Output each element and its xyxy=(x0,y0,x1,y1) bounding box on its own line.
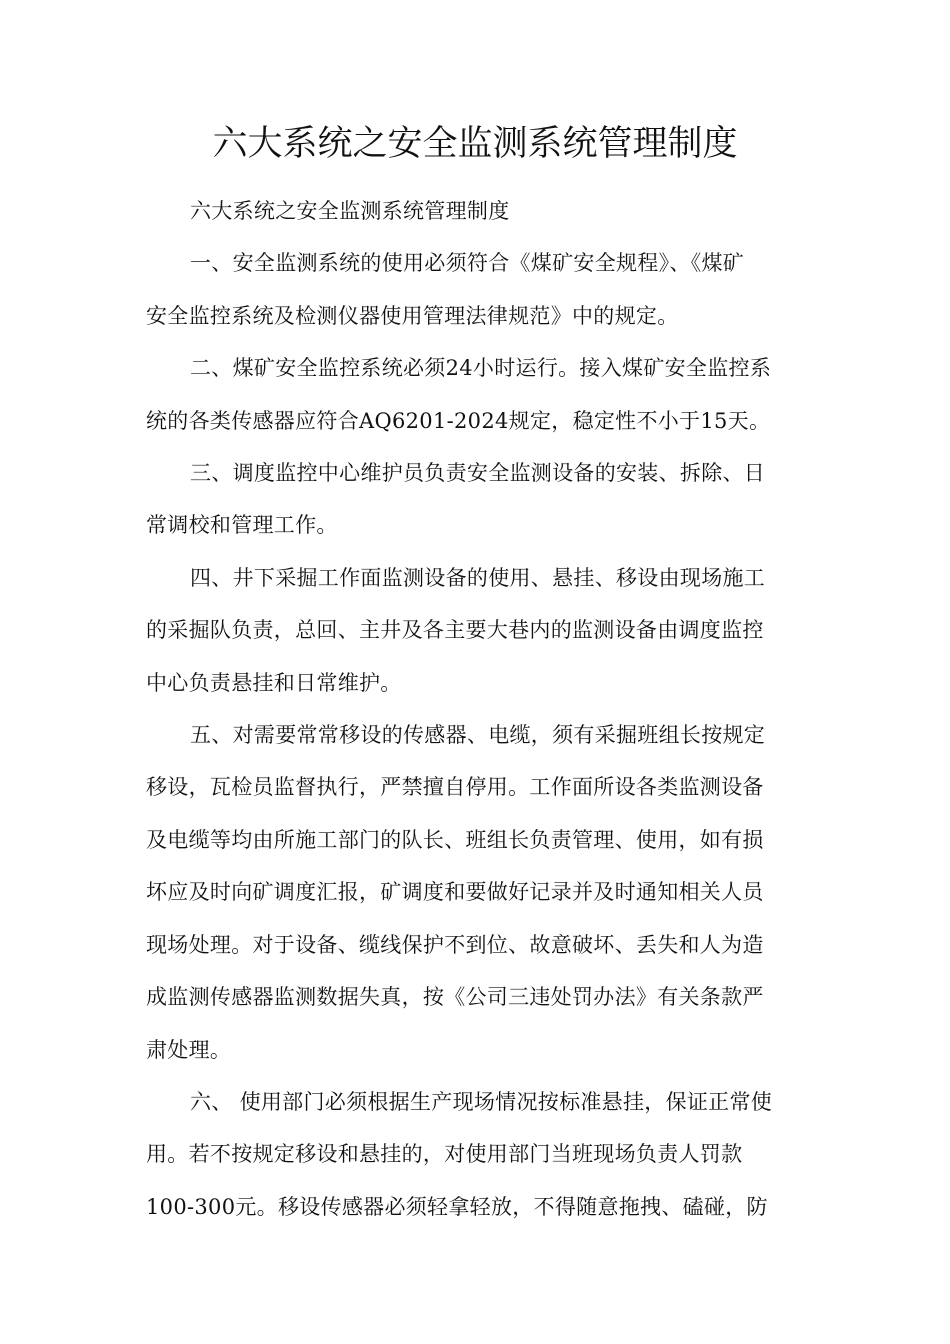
paragraph-line: 坏应及时向矿调度汇报，矿调度和要做好记录并及时通知相关人员 xyxy=(146,880,764,905)
paragraph-6 xyxy=(146,1076,806,1233)
paragraph-line: 常调校和管理工作。 xyxy=(146,513,338,538)
paragraph-line: 移设，瓦检员监督执行，严禁擅自停用。工作面所设各类监测设备 xyxy=(146,775,764,800)
document-body xyxy=(146,185,806,1233)
subtitle-line: 六大系统之安全监测系统管理制度 xyxy=(190,199,510,223)
paragraph-line: 四、井下采掘工作面监测设备的使用、悬挂、移设由现场施工 xyxy=(190,565,766,590)
paragraph-1 xyxy=(146,237,806,342)
paragraph-line: 的采掘队负责，总回、主井及各主要大巷内的监测设备由调度监控 xyxy=(146,618,764,643)
paragraph-line: 及电缆等均由所施工部门的队长、班组长负责管理、使用，如有损 xyxy=(146,827,764,852)
paragraph-line: 统的各类传感器应符合AQ6201-2024规定，稳定性不小于15天。 xyxy=(146,408,771,433)
paragraph-line: 成监测传感器监测数据失真，按《公司三违处罚办法》有关条款严 xyxy=(146,985,764,1010)
paragraph-4 xyxy=(146,552,806,709)
paragraph-line: 一、安全监测系统的使用必须符合《煤矿安全规程》、《煤矿 xyxy=(190,251,745,276)
paragraph-line: 中心负责悬挂和日常维护。 xyxy=(146,670,402,695)
paragraph-line: 二、煤矿安全监控系统必须24小时运行。接入煤矿安全监控系 xyxy=(190,356,772,381)
document-title: 六大系统之安全监测系统管理制度 xyxy=(212,124,738,164)
paragraph-line: 用。若不按规定移设和悬挂的，对使用部门当班现场负责人罚款 xyxy=(146,1142,743,1167)
paragraph-line: 现场处理。对于设备、缆线保护不到位、故意破坏、丢失和人为造 xyxy=(146,932,764,957)
paragraph-5 xyxy=(146,709,806,1076)
paragraph-line: 安全监控系统及检测仪器使用管理法律规范》中的规定。 xyxy=(146,303,679,328)
document-subtitle xyxy=(146,185,806,237)
paragraph-line: 六、 使用部门必须根据生产现场情况按标准悬挂，保证正常使 xyxy=(190,1089,773,1114)
paragraph-line: 100-300元。移设传感器必须轻拿轻放，不得随意拖拽、磕碰，防 xyxy=(146,1194,768,1219)
paragraph-line: 五、对需要常常移设的传感器、电缆，须有采掘班组长按规定 xyxy=(190,723,766,748)
paragraph-2 xyxy=(146,342,806,447)
paragraph-line: 肃处理。 xyxy=(146,1037,232,1062)
paragraph-line: 三、调度监控中心维护员负责安全监测设备的安装、拆除、日 xyxy=(190,461,766,486)
paragraph-3 xyxy=(146,447,806,552)
